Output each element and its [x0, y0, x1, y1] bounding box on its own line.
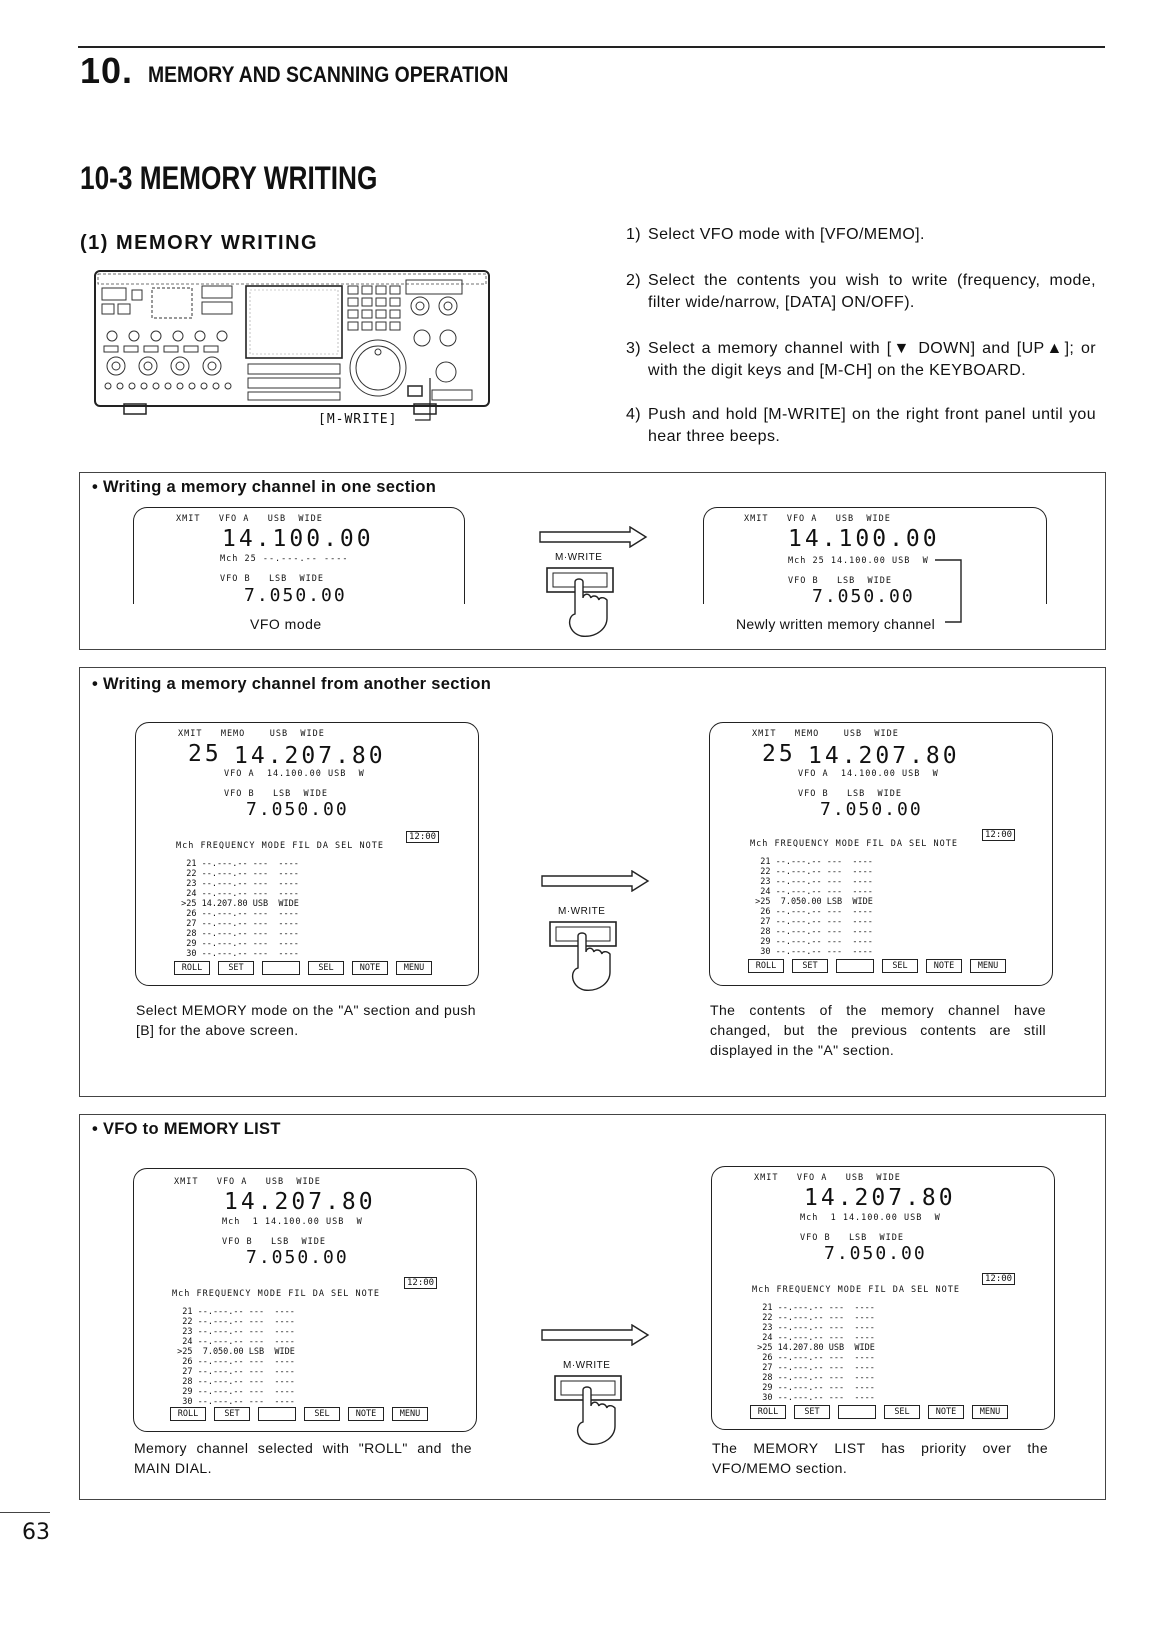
- lcd-status-line: XMIT VFO A USB WIDE: [744, 514, 891, 524]
- top-rule: [78, 46, 1105, 48]
- softkey-sel: SEL: [304, 1407, 340, 1421]
- finger-press-key-icon: [553, 1374, 633, 1448]
- step-number: 3): [626, 340, 642, 357]
- step-text: Push and hold [M-WRITE] on the right front panel until you hear three beeps.: [648, 406, 1096, 445]
- lcd-memory-channel: Mch 25 --.---.-- ----: [220, 554, 349, 564]
- mwrite-key-label: M·WRITE: [555, 552, 603, 563]
- lcd-list-header: Mch FREQUENCY MODE FIL DA SEL NOTE: [750, 839, 958, 849]
- finger-press-key-icon: [545, 566, 625, 640]
- softkey-set: SET: [214, 1407, 250, 1421]
- lcd-memory-channel: Mch 25 14.100.00 USB W: [788, 556, 929, 566]
- softkey-blank: [258, 1407, 296, 1421]
- lcd-list-header: Mch FREQUENCY MODE FIL DA SEL NOTE: [172, 1289, 380, 1299]
- lcd-memory-list-rows: 21 --.---.-- --- ---- 22 --.---.-- --- ---- 23 --.---.-- --- ---- 24 --.---.-- --- ---- >25 14.207.80 USB WIDE 26 --.---.-- --- ---- 27 --.---.-- --- ---- 28 --.---.-- --- ---- 29 --.---.-- --- ---- 30 --.---.-- --- ----: [181, 859, 299, 959]
- softkey-blank: [838, 1405, 876, 1419]
- softkey-menu: MENU: [396, 961, 432, 975]
- section-title: 10-3 MEMORY WRITING: [80, 160, 378, 196]
- softkey-roll: ROLL: [170, 1407, 206, 1421]
- lcd-list-header: Mch FREQUENCY MODE FIL DA SEL NOTE: [176, 841, 384, 851]
- lcd-clock: 12:00: [982, 1273, 1015, 1285]
- lcd-list-header: Mch FREQUENCY MODE FIL DA SEL NOTE: [752, 1285, 960, 1295]
- lcd-softkey-row: [750, 1405, 1008, 1419]
- step-4: [626, 404, 1096, 448]
- softkey-note: NOTE: [928, 1405, 964, 1419]
- lcd-clock: 12:00: [406, 831, 439, 843]
- lcd-frequency-a: 14.207.80: [804, 1185, 956, 1211]
- lcd-vfo-b-line: VFO B LSB WIDE: [800, 1233, 904, 1243]
- softkey-note: NOTE: [352, 961, 388, 975]
- step-text: Select VFO mode with [VFO/MEMO].: [648, 226, 925, 243]
- softkey-menu: MENU: [972, 1405, 1008, 1419]
- lcd-memory-channel: Mch 1 14.100.00 USB W: [222, 1217, 363, 1227]
- step-text: Select the contents you wish to write (frequency, mode, filter wide/narrow, [DATA] ON/OFF).: [648, 272, 1096, 311]
- lcd-vfo-b-line: VFO B LSB WIDE: [222, 1237, 326, 1247]
- softkey-note: NOTE: [926, 959, 962, 973]
- lcd-vfo-b-line: VFO B LSB WIDE: [788, 576, 892, 586]
- softkey-sel: SEL: [308, 961, 344, 975]
- step-1: [626, 224, 1096, 246]
- softkey-set: SET: [792, 959, 828, 973]
- softkey-blank: [262, 961, 300, 975]
- lcd-memory-list-rows: 21 --.---.-- --- ---- 22 --.---.-- --- ---- 23 --.---.-- --- ---- 24 --.---.-- --- ---- >25 14.207.80 USB WIDE 26 --.---.-- --- ---- 27 --.---.-- --- ---- 28 --.---.-- --- ---- 29 --.---.-- --- ---- 30 --.---.-- --- ----: [757, 1303, 875, 1403]
- step-text: Select a memory channel with [▼ DOWN] and [UP▲]; or with the digit keys and [M-CH] on the KEYBOARD.: [648, 340, 1096, 379]
- lcd-frequency-a: 14.100.00: [788, 526, 940, 552]
- lcd-screen-vfo-list-before: [133, 1168, 477, 1432]
- lcd-memory-channel: Mch 1 14.100.00 USB W: [800, 1213, 941, 1223]
- lcd-clock: 12:00: [982, 829, 1015, 841]
- lcd-frequency-a: 14.207.80: [808, 743, 960, 769]
- lcd-memory-list-rows: 21 --.---.-- --- ---- 22 --.---.-- --- ---- 23 --.---.-- --- ---- 24 --.---.-- --- ---- >25 7.050.00 LSB WIDE 26 --.---.-- --- ---- 27 --.---.-- --- ---- 28 --.---.-- --- ---- 29 --.---.-- --- ---- 30 --.---.-- --- ----: [755, 857, 873, 957]
- lcd-clock: 12:00: [404, 1277, 437, 1289]
- mwrite-callout-label: [M-WRITE]: [318, 412, 398, 427]
- softkey-menu: MENU: [970, 959, 1006, 973]
- lcd-status-line: XMIT VFO A USB WIDE: [176, 514, 323, 524]
- mwrite-pointer-line: [395, 378, 455, 438]
- lcd-vfo-a-line: VFO A 14.100.00 USB W: [798, 769, 939, 779]
- subsection-title: (1) MEMORY WRITING: [80, 232, 319, 254]
- mwrite-key-label: M·WRITE: [558, 906, 606, 917]
- lcd-softkey-row: [174, 961, 432, 975]
- lcd-screen-vfo-list-after: [711, 1166, 1055, 1430]
- softkey-sel: SEL: [882, 959, 918, 973]
- softkey-note: NOTE: [348, 1407, 384, 1421]
- softkey-roll: ROLL: [748, 959, 784, 973]
- finger-press-key-icon: [548, 920, 628, 994]
- step-number: 4): [626, 406, 642, 423]
- lcd-screen-newly-written: [703, 507, 1047, 607]
- softkey-roll: ROLL: [174, 961, 210, 975]
- softkey-roll: ROLL: [750, 1405, 786, 1419]
- softkey-set: SET: [794, 1405, 830, 1419]
- softkey-menu: MENU: [392, 1407, 428, 1421]
- lcd-frequency-a: 14.207.80: [224, 1189, 376, 1215]
- softkey-sel: SEL: [884, 1405, 920, 1419]
- right-arrow-icon: [540, 1324, 650, 1346]
- step-2: [626, 270, 1096, 314]
- right-arrow-icon: [540, 870, 650, 892]
- lcd-vfo-b-line: VFO B LSB WIDE: [798, 789, 902, 799]
- step-number: 1): [626, 226, 642, 243]
- callout-bracket-line: [935, 552, 975, 632]
- caption-vfo-mode: VFO mode: [250, 616, 322, 632]
- softkey-blank: [836, 959, 874, 973]
- chapter-title: MEMORY AND SCANNING OPERATION: [148, 62, 509, 87]
- lcd-frequency-b: 7.050.00: [244, 585, 347, 606]
- lcd-frequency-b: 7.050.00: [246, 799, 349, 820]
- lcd-status-line: XMIT MEMO USB WIDE: [752, 729, 899, 739]
- lcd-status-line: XMIT MEMO USB WIDE: [178, 729, 325, 739]
- mwrite-key-label: M·WRITE: [563, 1360, 611, 1371]
- caption-vfo-list-after: The MEMORY LIST has priority over the VFO/MEMO section.: [712, 1440, 1048, 1476]
- box-one-title: • Writing a memory channel in one section: [92, 478, 437, 496]
- lcd-frequency-a: 14.207.80: [234, 743, 386, 769]
- lcd-memory-list-rows: 21 --.---.-- --- ---- 22 --.---.-- --- ---- 23 --.---.-- --- ---- 24 --.---.-- --- ---- >25 7.050.00 LSB WIDE 26 --.---.-- --- ---- 27 --.---.-- --- ---- 28 --.---.-- --- ---- 29 --.---.-- --- ---- 30 --.---.-- --- ----: [177, 1307, 295, 1407]
- lcd-status-line: XMIT VFO A USB WIDE: [754, 1173, 901, 1183]
- caption-memory-mode-before: Select MEMORY mode on the "A" section and push [B] for the above screen.: [136, 1002, 476, 1038]
- right-arrow-icon: [538, 526, 648, 548]
- softkey-set: SET: [218, 961, 254, 975]
- caption-memory-mode-after: The contents of the memory channel have changed, but the previous contents are still displayed in the "A" section.: [710, 1002, 1046, 1058]
- footer-rule: [0, 1512, 50, 1513]
- lcd-frequency-b: 7.050.00: [812, 586, 915, 607]
- lcd-softkey-row: [170, 1407, 428, 1421]
- lcd-frequency-b: 7.050.00: [824, 1243, 927, 1264]
- lcd-softkey-row: [748, 959, 1006, 973]
- step-number: 2): [626, 272, 642, 289]
- step-3: [626, 338, 1096, 382]
- lcd-status-line: XMIT VFO A USB WIDE: [174, 1177, 321, 1187]
- lcd-frequency-b: 7.050.00: [820, 799, 923, 820]
- lcd-channel-number: 25: [762, 741, 796, 767]
- lcd-frequency-a: 14.100.00: [222, 526, 374, 552]
- lcd-vfo-b-line: VFO B LSB WIDE: [220, 574, 324, 584]
- lcd-screen-vfo-mode: [133, 507, 465, 604]
- lcd-screen-memory-mode-before: [135, 722, 479, 986]
- lcd-screen-memory-mode-after: [709, 722, 1053, 986]
- caption-newly-written: Newly written memory channel: [736, 616, 936, 632]
- chapter-number: 10.: [80, 50, 134, 91]
- lcd-channel-number: 25: [188, 741, 222, 767]
- lcd-vfo-a-line: VFO A 14.100.00 USB W: [224, 769, 365, 779]
- page-number: 63: [22, 1520, 50, 1545]
- lcd-vfo-b-line: VFO B LSB WIDE: [224, 789, 328, 799]
- box-two-title: • Writing a memory channel from another section: [92, 675, 492, 693]
- caption-vfo-list-before: Memory channel selected with "ROLL" and the MAIN DIAL.: [134, 1440, 472, 1476]
- lcd-frequency-b: 7.050.00: [246, 1247, 349, 1268]
- box-three-title: • VFO to MEMORY LIST: [92, 1120, 281, 1138]
